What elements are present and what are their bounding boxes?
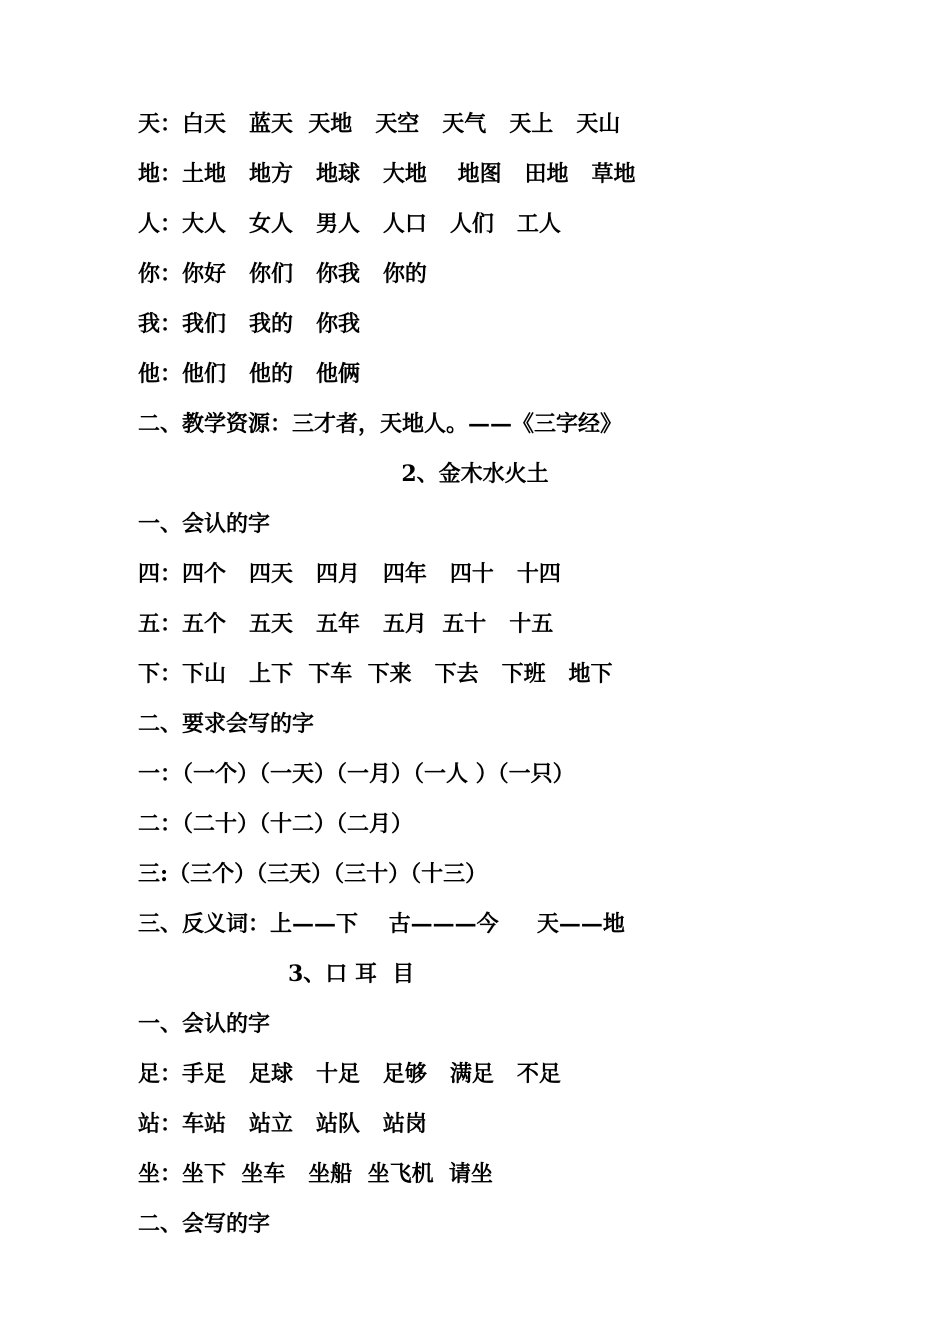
- text-line-zu: 足：手足 足球 十足 足够 满足 不足: [138, 1061, 561, 1087]
- text-line-zuo: 坐：坐下 坐车 坐船 坐飞机 请坐: [138, 1161, 493, 1187]
- text-line-er: 二：（二十）（十二）（二月）: [138, 811, 414, 837]
- text-line-ren: 人：大人 女人 男人 人口 人们 工人: [138, 211, 561, 237]
- text-line-ta: 他：他们 他的 他俩: [138, 361, 360, 387]
- section-teaching-resource: 二、教学资源：三才者，天地人。——《三字经》: [138, 411, 623, 437]
- text-line-zhan: 站：车站 站立 站队 站岗: [138, 1111, 427, 1137]
- text-line-xia: 下：下山 上下 下车 下来 下去 下班 地下: [138, 661, 613, 687]
- text-line-wo: 我：我们 我的 你我: [138, 311, 360, 337]
- section-antonyms: 三、反义词：上——下 古———今 天——地: [138, 911, 625, 937]
- lesson-title-3: 3、口 耳 目: [288, 961, 415, 987]
- section-write-chars: 二、要求会写的字: [138, 711, 315, 737]
- text-line-san: 三:（三个）（三天）（三十）（十三）: [138, 861, 488, 887]
- section-recognize-chars-3: 一、会认的字: [138, 1011, 271, 1037]
- section-recognize-chars: 一、会认的字: [138, 511, 271, 537]
- section-write-chars-3: 二、会写的字: [138, 1211, 271, 1237]
- text-line-si: 四：四个 四天 四月 四年 四十 十四: [138, 561, 561, 587]
- text-line-di: 地：土地 地方 地球 大地 地图 田地 草地: [138, 161, 636, 187]
- text-line-tian: 天：白天 蓝天 天地 天空 天气 天上 天山: [138, 111, 621, 137]
- text-line-ni: 你：你好 你们 你我 你的: [138, 261, 427, 287]
- text-line-yi: 一：（一个）（一天）（一月）（一人 ）（一只）: [138, 761, 575, 787]
- lesson-title-2: 2、金木水火土: [401, 461, 549, 487]
- text-line-wu: 五：五个 五天 五年 五月 五十 十五: [138, 611, 554, 637]
